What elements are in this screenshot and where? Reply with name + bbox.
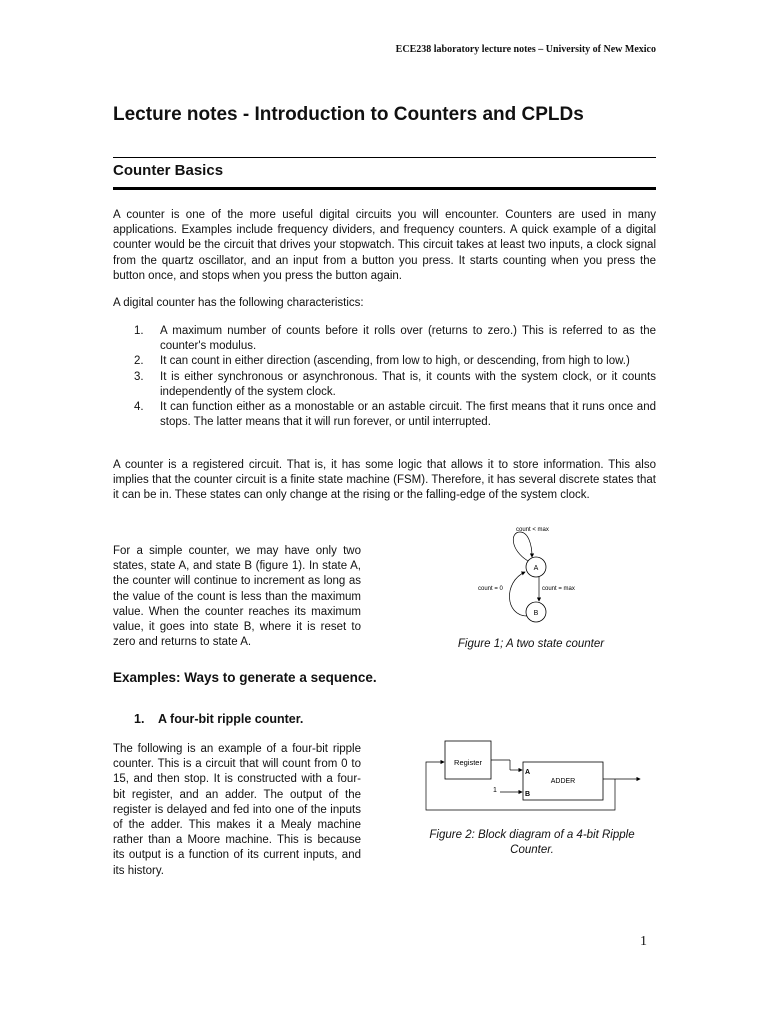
list-item-text: It can function either as a monostable or an astable circuit. The first means that it runs once and stops. The latter means that it will run forever, or until interrupted. [160, 401, 656, 429]
list-item-number: 4. [134, 401, 144, 414]
page-number: 1 [640, 934, 647, 949]
section-heading-counter-basics: Counter Basics [113, 162, 224, 179]
page-title: Lecture notes - Introduction to Counters and CPLDs [113, 104, 584, 125]
figure-1-state-diagram [470, 520, 610, 630]
b-to-a-arrow [509, 572, 527, 616]
list-item [113, 370, 656, 400]
list-item-text: It is either synchronous or asynchronous. That is, it counts with the system clock, or it counts independently of the system clock. [160, 370, 656, 398]
subsection-title: A four-bit ripple counter. [158, 712, 304, 726]
adder-input-a-label: A [525, 769, 531, 776]
characteristics-list [113, 324, 656, 430]
list-item-number: 2. [134, 355, 144, 368]
paragraph-registered-circuit: A counter is a registered circuit. That is, it has some logic that allows it to store information. This also implies that the counter circuit is a finite state machine (FSM). Therefore, it has several discrete states that it can be in. These states can only change at the rising or the falling-edge of the system clock. [113, 459, 656, 502]
self-loop-arrow [513, 532, 532, 561]
section-divider [113, 187, 656, 190]
title-divider [113, 157, 656, 158]
constant-one-label: 1 [493, 787, 497, 794]
figure-1-caption: Figure 1; A two state counter [457, 638, 605, 650]
adder-input-b-label: B [525, 791, 531, 798]
loop-label: count < max [516, 527, 549, 533]
subsection-heading-ripple-counter [134, 712, 303, 726]
section-heading-examples: Examples: Ways to generate a sequence. [113, 670, 377, 685]
count-max-label: count = max [542, 586, 575, 592]
paragraph-intro: A counter is one of the more useful digital circuits you will encounter. Counters are used in many applications. Examples include frequency dividers, and frequency counters. A quick example of a digital counter would be the circuit that drives your stopwatch. This circuit takes at least two inputs, a clock signal from the quartz oscillator, and an input from a button you press. It starts counting when you press the button once, and stops when you press the button again. [113, 209, 656, 282]
list-item-number: 3. [134, 370, 144, 383]
list-item-text: A maximum number of counts before it rolls over (returns to zero.) This is referred to as the counter's modulus. [160, 325, 656, 353]
list-item [113, 324, 656, 354]
list-item [113, 354, 656, 369]
subsection-number: 1. [134, 712, 145, 726]
figure-2-block-diagram [420, 735, 650, 815]
figure-2-caption: Figure 2: Block diagram of a 4-bit Ripple Counter. [429, 829, 635, 856]
adder-label: ADDER [550, 778, 576, 785]
count-zero-label: count = 0 [478, 586, 503, 592]
list-item [113, 400, 656, 430]
paragraph-ripple-counter: The following is an example of a four-bit ripple counter. This is a circuit that will count from 0 to 15, and then stop. It is constructed with a four-bit register, and an adder. The output of the register is delayed and fed into one of the inputs of the adder. This makes it a Mealy machine rather than a Moore machine. This is because its output is a function of its current inputs, and its history. [113, 743, 361, 877]
register-label: Register [454, 758, 482, 767]
paragraph-characteristics-lead: A digital counter has the following characteristics: [113, 297, 364, 309]
state-a-label: A [533, 565, 539, 572]
running-header: ECE238 laboratory lecture notes – University of New Mexico [395, 44, 656, 55]
list-item-text: It can count in either direction (ascending, from low to high, or descending, from high to low.) [160, 355, 630, 368]
state-b-label: B [533, 610, 539, 617]
paragraph-simple-counter: For a simple counter, we may have only two states, state A, and state B (figure 1). In state A, the counter will continue to increment as long as the value of the count is less than the maximum value. When the counter reaches its maximum value, it goes into state B, where it is reset to zero and returns to state A. [113, 545, 361, 649]
list-item-number: 1. [134, 325, 144, 337]
